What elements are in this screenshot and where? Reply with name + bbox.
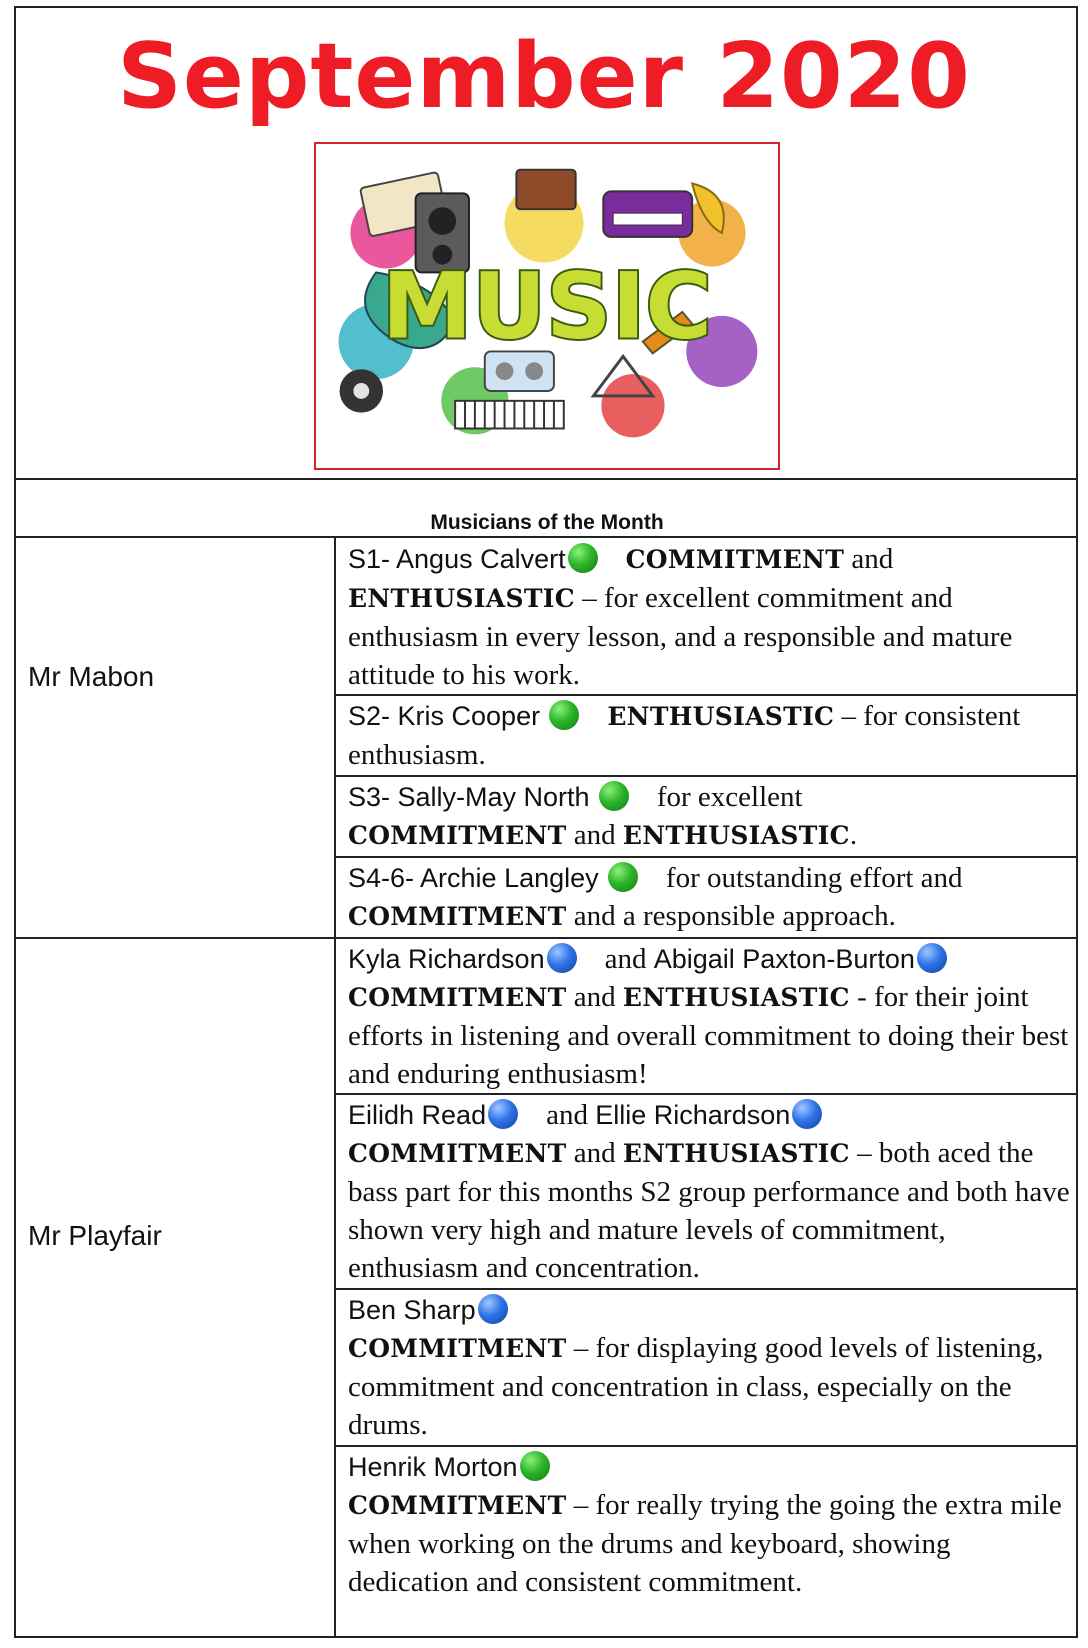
teacher-divider [14,937,1078,939]
award-entry [348,697,1070,774]
award-keyword: ENTHUSIASTIC [622,983,850,1012]
award-entry [348,940,1070,1093]
award-entry [348,1096,1070,1287]
award-entry [348,1448,1070,1601]
award-connector: and [546,1099,588,1131]
student-name: Abigail Paxton-Burton [653,944,915,974]
award-keyword: COMMITMENT [348,1491,567,1520]
student-name: S4-6- Archie Langley [348,863,599,893]
green-dot-icon [520,1451,550,1481]
award-reason: – for consistent enthusiasm. [348,700,1021,771]
award-entry [348,778,1070,855]
music-collage-image [314,142,780,470]
award-reason: – for excellent commitment and enthusiasm in every lesson, and a responsible and mature attitude to his work. [348,582,1013,691]
teacher-name: Mr Playfair [28,1220,162,1251]
award-connector: and [573,1137,616,1169]
music-collage-illustration [316,144,778,468]
student-name: Henrik Morton [348,1452,518,1482]
award-keyword: ENTHUSIASTIC [622,821,850,850]
award-keyword: COMMITMENT [348,902,567,931]
award-connector: and [604,943,647,975]
award-keyword: ENTHUSIASTIC [622,1139,850,1168]
student-name: Eilidh Read [348,1100,487,1130]
award-connector: and [573,981,616,1013]
award-keyword: COMMITMENT [348,1334,567,1363]
award-entry [348,540,1070,694]
section-heading: Musicians of the Month [430,511,664,534]
student-name: S3- Sally-May North [348,782,590,812]
award-reason: – both aced the bass part for this months S2 group performance and both have shown very high and mature levels of commitment, enthusiasm and concentration. [348,1137,1070,1284]
award-reason: for excellent [656,781,803,813]
column-divider [334,536,336,1638]
award-punctuation: . [849,819,858,851]
award-keyword: ENTHUSIASTIC [607,702,835,731]
award-entry [348,859,1070,936]
award-reason: for outstanding effort and [665,862,963,894]
student-name: S2- Kris Cooper [348,701,541,731]
page-title: September 2020 [117,24,971,129]
blue-dot-icon [488,1099,518,1129]
green-dot-icon [608,862,638,892]
row-divider [334,1445,1078,1447]
award-keyword: COMMITMENT [625,545,845,574]
award-reason: - for their joint efforts in listening and overall commitment to doing their best and enduring enthusiasm! [348,981,1069,1090]
teacher-name: Mr Mabon [28,661,155,692]
award-connector: and [573,819,616,851]
award-reason: and a responsible approach. [573,900,896,932]
table-top-border [14,478,1078,480]
student-name: S1- Angus Calvert [348,544,566,574]
green-dot-icon [549,700,579,730]
student-name: Ellie Richardson [595,1100,791,1130]
music-collage-label: MUSIC [381,254,713,360]
row-divider [334,775,1078,777]
award-keyword: COMMITMENT [348,983,567,1012]
student-name: Ben Sharp [348,1295,476,1325]
green-dot-icon [568,543,598,573]
award-reason: – for really trying the going the extra mile when working on the drums and keyboard, showing dedication and consistent commitment. [348,1489,1062,1598]
award-reason: – for displaying good levels of listening, commitment and concentration in class, especially on the drums. [348,1332,1044,1441]
row-divider [334,694,1078,696]
blue-dot-icon [547,943,577,973]
green-dot-icon [599,781,629,811]
blue-dot-icon [792,1099,822,1129]
award-connector: and [851,543,894,575]
award-entry [348,1291,1070,1444]
row-divider [334,1093,1078,1095]
award-keyword: ENTHUSIASTIC [348,584,575,613]
award-keyword: COMMITMENT [348,1139,567,1168]
blue-dot-icon [478,1294,508,1324]
student-name: Kyla Richardson [348,944,545,974]
row-divider [334,1288,1078,1290]
award-keyword: COMMITMENT [348,821,567,850]
row-divider [334,856,1078,858]
blue-dot-icon [917,943,947,973]
